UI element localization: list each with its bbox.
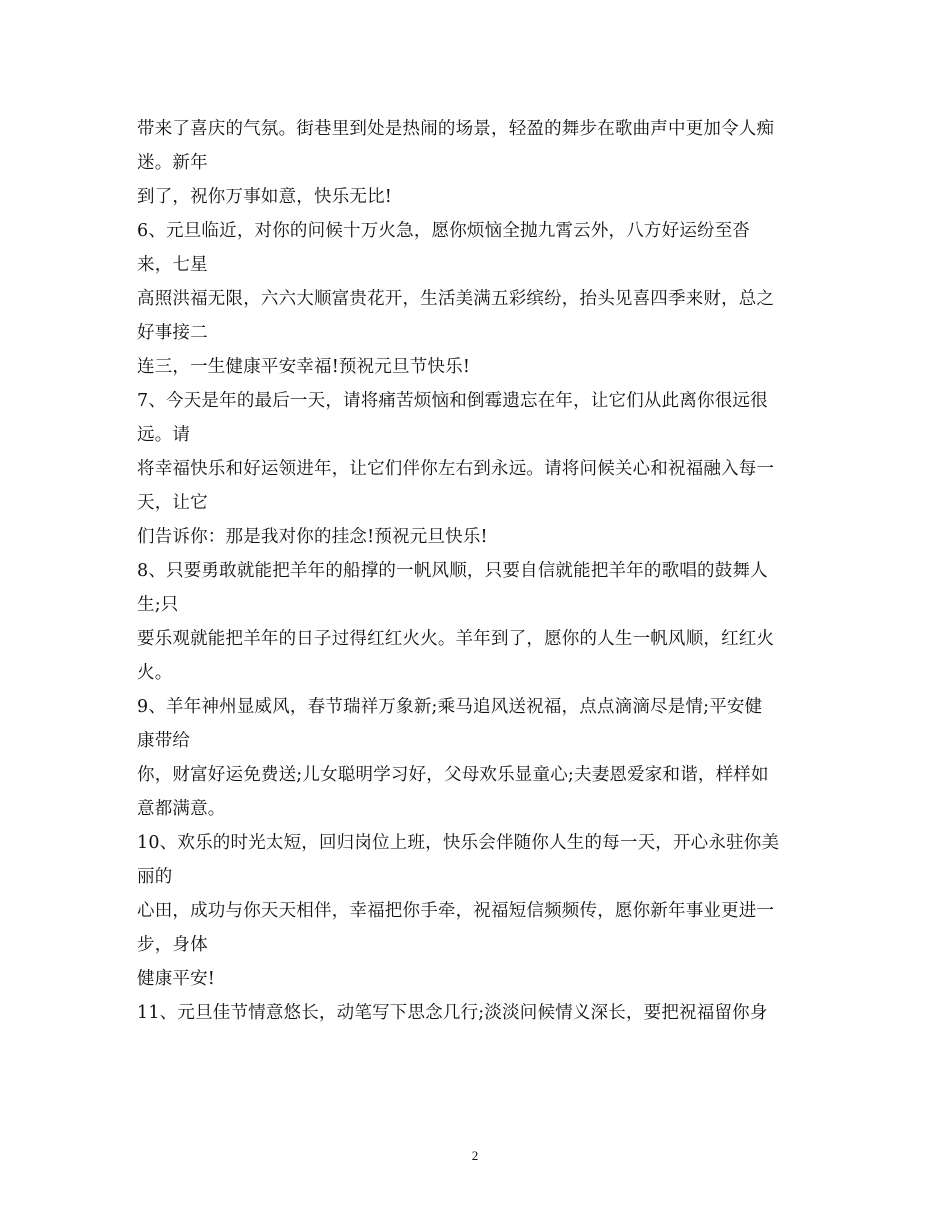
text-line: 健康平安! — [137, 969, 216, 989]
text-line: 将幸福快乐和好运领进年，让它们伴你左右到永远。请将问候关心和祝福融入每一 — [137, 459, 775, 479]
text-line: 高照洪福无限，六六大顺富贵花开，生活美满五彩缤纷，抬头见喜四季来财，总之 — [137, 289, 775, 309]
document-body — [137, 112, 827, 1030]
text-line: 9、羊年神州显威风，春节瑞祥万象新;乘马追风送祝福，点点滴滴尽是情;平安健 — [137, 697, 763, 717]
text-line: 意都满意。 — [137, 799, 226, 819]
text-line: 你，财富好运免费送;儿女聪明学习好，父母欢乐显童心;夫妻恩爱家和谐，样样如 — [137, 765, 769, 785]
text-line: 心田，成功与你天天相伴，幸福把你手牵，祝福短信频频传，愿你新年事业更进一 — [137, 901, 775, 921]
text-line: 好事接二 — [137, 323, 208, 343]
text-line: 6、元旦临近，对你的问候十万火急，愿你烦恼全抛九霄云外，八方好运纷至沓 — [137, 221, 751, 241]
text-line: 来，七星 — [137, 255, 208, 275]
text-line: 生;只 — [137, 595, 179, 615]
text-line: 们告诉你：那是我对你的挂念!预祝元旦快乐! — [137, 527, 488, 547]
text-line: 10、欢乐的时光太短，回归岗位上班，快乐会伴随你人生的每一天，开心永驻你美 — [137, 833, 780, 853]
text-line: 天，让它 — [137, 493, 208, 513]
text-line: 丽的 — [137, 867, 173, 887]
text-line: 到了，祝你万事如意，快乐无比! — [137, 187, 393, 207]
text-line: 7、今天是年的最后一天，请将痛苦烦恼和倒霉遗忘在年，让它们从此离你很远很 — [137, 391, 768, 411]
text-line: 带来了喜庆的气氛。街巷里到处是热闹的场景，轻盈的舞步在歌曲声中更加令人痴 — [137, 119, 775, 139]
text-line: 8、只要勇敢就能把羊年的船撑的一帆风顺，只要自信就能把羊年的歌唱的鼓舞人 — [137, 561, 768, 581]
text-line: 连三，一生健康平安幸福!预祝元旦节快乐! — [137, 357, 471, 377]
text-line: 康带给 — [137, 731, 191, 751]
text-line: 迷。新年 — [137, 153, 208, 173]
text-line: 远。请 — [137, 425, 191, 445]
text-line: 11、元旦佳节情意悠长，动笔写下思念几行;淡淡问候情义深长，要把祝福留你身 — [137, 1003, 768, 1023]
text-line: 步，身体 — [137, 935, 208, 955]
text-line: 要乐观就能把羊年的日子过得红红火火。羊年到了，愿你的人生一帆风顺，红红火 — [137, 629, 775, 649]
text-line: 火。 — [137, 663, 173, 683]
page-number: 2 — [471, 1148, 479, 1163]
